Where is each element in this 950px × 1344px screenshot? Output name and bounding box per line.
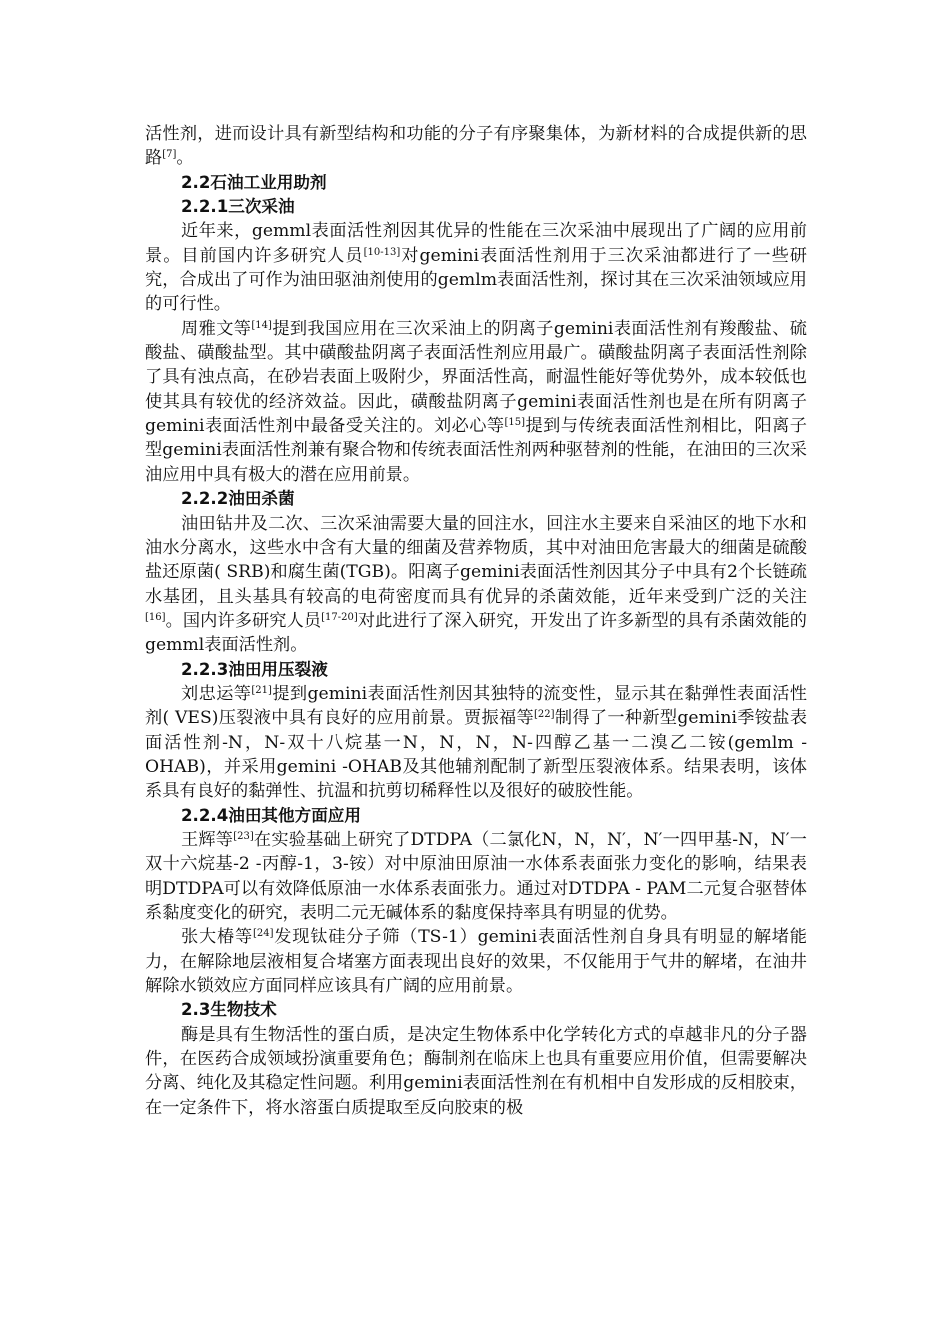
section-heading-2-2-1: 2.2.1三次采油: [181, 197, 295, 217]
paragraph-biotechnology: 酶是具有生物活性的蛋白质，是决定生物体系中化学转化方式的卓越非凡的分子器件，在医药合成领域扮演重要角色；酶制剂在临床上也具有重要应用价值，但需要解决分离、纯化及其稳定性问题。利用gemini表面活性剂在有机相中自发形成的反相胶束，在一定条件下，将水溶蛋白质提取至反向胶束的极: [145, 1024, 807, 1118]
paragraph-fracturing-fluid: [145, 682, 807, 804]
citation-ref: [17-20]: [321, 611, 358, 623]
text-run: 发现钛硅分子筛（TS-1）gemini表面活性剂自身具有明显的解堵能力，在解除地层液相复合堵塞方面表现出良好的效果，不仅能用于气井的解堵，在油井解除水锁效应方面同样应该具有广阔的应用前景。: [145, 927, 807, 997]
text-run: 提到我国应用在三次采油上的阴离子gemini表面活性剂有羧酸盐、硫酸盐、磺酸盐型。其中磺酸盐阴离子表面活性剂应用最广。磺酸盐阴离子表面活性剂除了具有浊点高，在砂岩表面上吸附少，界面活性高，耐温性能好等优势外，成本较低也使其具有较优的经济效益。因此，磺酸盐阴离子gemini表面活性剂也是在所有阴离子gemini表面活性剂中最备受关注的。刘必心等: [145, 318, 807, 437]
section-heading-2-2-4: 2.2.4油田其他方面应用: [181, 805, 361, 825]
text-run: 油田钻井及二次、三次采油需要大量的回注水，回注水主要来自采油区的地下水和油水分离水，这些水中含有大量的细菌及营养物质，其中对油田危害最大的细菌是硫酸盐还原菌( SRB)和腐生菌(TGB)。阳离子gemini表面活性剂因其分子中具有2个长链疏水基团，且头基具有较高的电荷密度而具有优异的杀菌效能，近年来受到广泛的关注: [145, 513, 807, 607]
text-run: 。: [176, 148, 194, 169]
text-run: 王辉等: [181, 829, 234, 850]
text-run: 。国内许多研究人员: [165, 610, 322, 631]
citation-ref: [14]: [251, 319, 272, 331]
paragraph-anionic-gemini: [145, 317, 807, 487]
citation-ref: [7]: [162, 149, 177, 161]
text-run: 近年来，gemml表面活性剂因其优异的性能在三次采油中展现出了广阔的应用前景。目前国内许多研究人员: [145, 221, 807, 266]
citation-ref: [16]: [145, 611, 166, 623]
text-run: 张大椿等: [181, 927, 253, 948]
text-run: 提到gemini表面活性剂因其独特的流变性，显示其在黏弹性表面活性剂( VES)压裂液中具有良好的应用前景。贾振福等: [145, 683, 807, 729]
paragraph-dtdpa: [145, 828, 807, 925]
section-heading-2-2-2: 2.2.2油田杀菌: [181, 489, 295, 509]
paragraph-ts1: [145, 925, 807, 998]
citation-ref: [21]: [251, 684, 272, 696]
text-run: 刘忠运等: [181, 683, 252, 704]
citation-ref: [15]: [504, 417, 526, 429]
section-heading-2-2-3: 2.2.3油田用压裂液: [181, 659, 328, 679]
citation-ref: [24]: [252, 928, 274, 940]
text-run: 提到与传统表面活性剂相比，阳离子型gemini表面活性剂兼有聚合物和传统表面活性剂两种驱替剂的性能，在油田的三次采油应用中具有极大的潜在应用前景。: [145, 416, 807, 485]
paragraph-continued: [145, 122, 807, 171]
section-heading-2-2: 2.2石油工业用助剂: [181, 172, 327, 192]
section-heading-2-3: 2.3生物技术: [181, 1000, 277, 1020]
text-run: 制得了一种新型gemini季铵盐表面活性剂-N，N-双十八烷基一N，N，N，N-四醇乙基一二溴乙二铵(gemlm -OHAB)，并采用gemini -OHAB及其他辅剂配制了新型压裂液体系。结果表明，该体系具有良好的黏弹性、抗温和抗剪切稀释性以及很好的破胶性能。: [145, 708, 808, 802]
citation-ref: [23]: [233, 830, 254, 842]
text-run: 对gemini表面活性剂用于三次采油都进行了一些研究，合成出了可作为油田驱油剂使用的gemlm表面活性剂，探讨其在三次采油领域应用的可行性。: [145, 245, 807, 315]
citation-ref: [10-13]: [363, 246, 401, 258]
text-run: 对此进行了深入研究，开发出了许多新型的具有杀菌效能的gemml表面活性剂。: [145, 610, 807, 656]
paragraph-oilfield-sterilization: [145, 512, 807, 658]
document-page: [145, 122, 807, 1120]
text-run: 在实验基础上研究了DTDPA（二氯化N，N，N′，N′一四甲基-N，N′一双十六烷基-2 -丙醇-1，3-铵）对中原油田原油一水体系表面张力变化的影响，结果表明DTDPA可以有效降低原油一水体系表面张力。通过对DTDPA - PAM二元复合驱替体系黏度变化的研究，表明二元无碱体系的黏度保持率具有明显的优势。: [145, 829, 807, 923]
text-run: 活性剂，进而设计具有新型结构和功能的分子有序聚集体，为新材料的合成提供新的思路: [145, 124, 807, 169]
text-run: 周雅文等: [181, 318, 252, 339]
paragraph-tertiary-oil-recovery: [145, 219, 807, 316]
citation-ref: [22]: [533, 709, 555, 721]
